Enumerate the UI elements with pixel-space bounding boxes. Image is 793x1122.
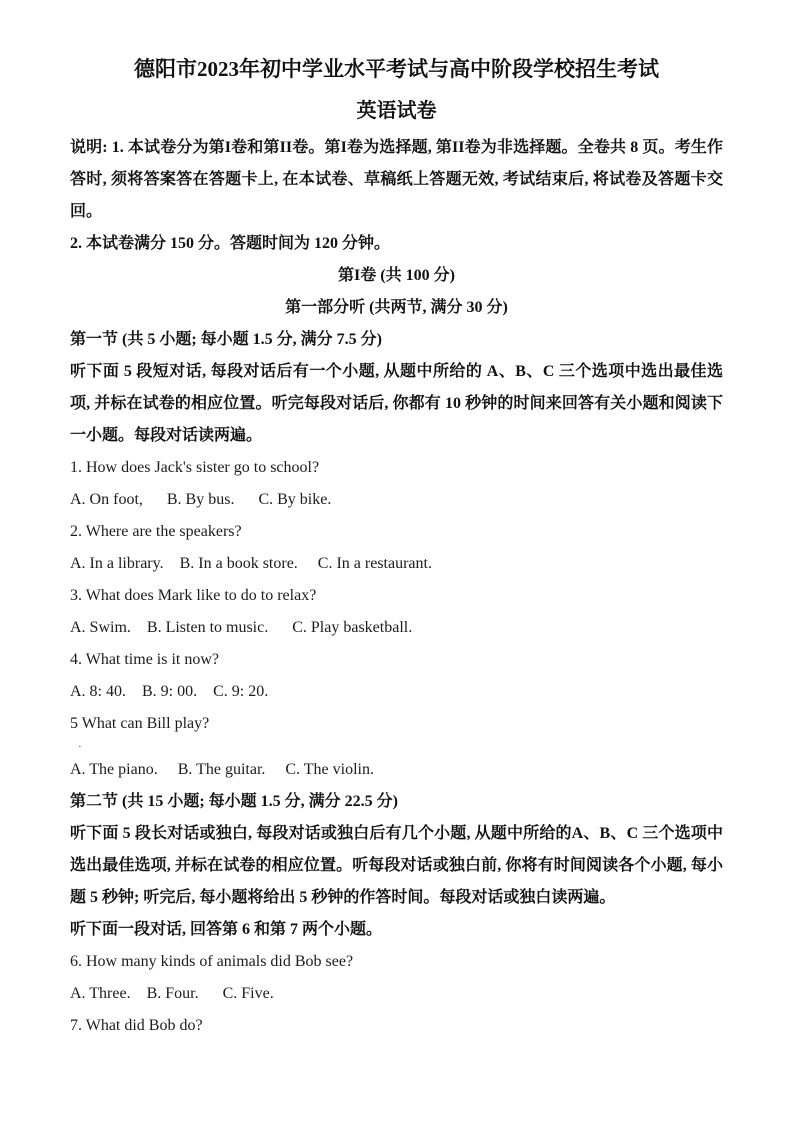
section1-heading: 第一节 (共 5 小题; 每小题 1.5 分, 满分 7.5 分): [70, 331, 382, 348]
question-4-options: A. 8: 40. B. 9: 00. C. 9: 20.: [70, 683, 269, 700]
question-3-options: A. Swim. B. Listen to music. C. Play basketball.: [70, 619, 413, 636]
instructions-note1: 说明: 1. 本试卷分为第I卷和第II卷。第I卷为选择题, 第II卷为非选择题。全卷共 8 页。考生作答时, 须将答案答在答题卡上, 在本试卷、草稿纸上答题无效, 考试结束后, 将试卷及答题卡交回。: [70, 139, 723, 220]
question-4: [70, 644, 723, 708]
question-3: [70, 580, 723, 644]
instructions-note2: 2. 本试卷满分 150 分。答题时间为 120 分钟。: [70, 235, 391, 252]
page-subtitle: 英语试卷: [356, 100, 437, 122]
question-1: [70, 452, 723, 516]
section2-instructions: 听下面 5 段长对话或独白, 每段对话或独白后有几个小题, 从题中所给的A、B、C 三个选项中选出最佳选项, 并标在试卷的相应位置。听每段对话或独白前, 你将有时间阅读各个小题, 每小题 5 秒钟; 听完后, 每小题将给出 5 秒钟的作答时间。每段对话或独白读两遍。: [70, 825, 723, 906]
part1-listening-heading: 第一部分听 (共两节, 满分 30 分): [285, 299, 508, 316]
question-1-options: A. On foot, B. By bus. C. By bike.: [70, 491, 332, 508]
question-6-options: A. Three. B. Four. C. Five.: [70, 985, 274, 1002]
question-5-options: A. The piano. B. The guitar. C. The violin.: [70, 761, 374, 778]
question-5-stray-mark: ·: [78, 741, 82, 753]
question-1-text: 1. How does Jack's sister go to school?: [70, 459, 320, 476]
question-2: [70, 516, 723, 580]
question-6-text: 6. How many kinds of animals did Bob see?: [70, 953, 354, 970]
dialog-6-7-prompt: 听下面一段对话, 回答第 6 和第 7 两个小题。: [70, 921, 383, 938]
question-7: [70, 1010, 723, 1042]
section2-heading: 第二节 (共 15 小题; 每小题 1.5 分, 满分 22.5 分): [70, 793, 398, 810]
question-3-text: 3. What does Mark like to do to relax?: [70, 587, 317, 604]
section1-instructions: 听下面 5 段短对话, 每段对话后有一个小题, 从题中所给的 A、B、C 三个选项中选出最佳选项, 并标在试卷的相应位置。听完每段对话后, 你都有 10 秒钟的时间来回答有关小题和阅读下一小题。每段对话读两遍。: [70, 363, 723, 444]
question-6: [70, 946, 723, 1010]
question-4-text: 4. What time is it now?: [70, 651, 220, 668]
question-2-options: A. In a library. B. In a book store. C. In a restaurant.: [70, 555, 432, 572]
volume1-heading: 第I卷 (共 100 分): [338, 267, 455, 284]
question-2-text: 2. Where are the speakers?: [70, 523, 242, 540]
question-5: [70, 708, 723, 786]
question-5-text: 5 What can Bill play?: [70, 715, 210, 732]
page-title: 德阳市2023年初中学业水平考试与高中阶段学校招生考试: [134, 57, 659, 81]
question-7-text: 7. What did Bob do?: [70, 1017, 203, 1034]
